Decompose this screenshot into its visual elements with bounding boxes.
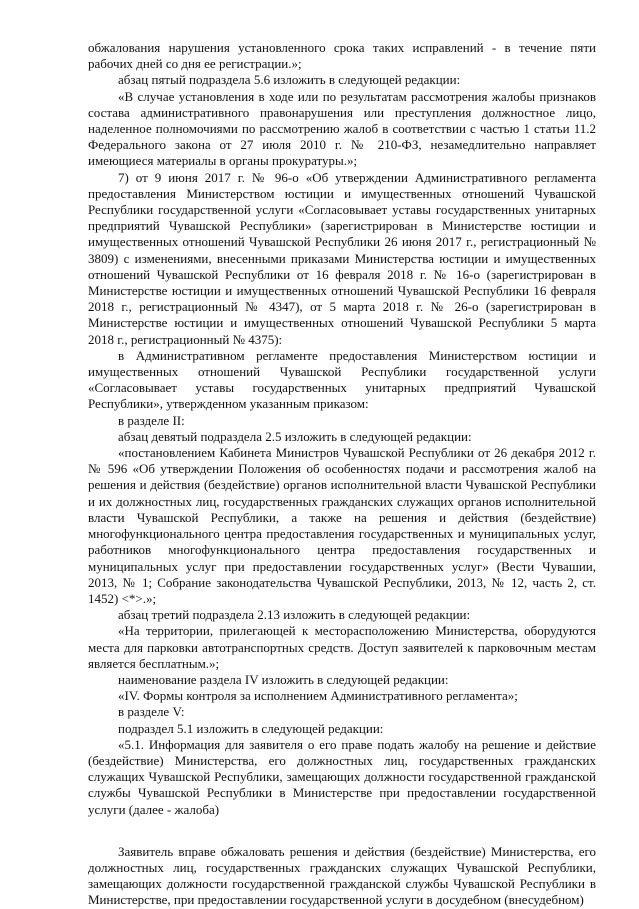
paragraph-regulation: в Административном регламенте предоставления Министерством юстиции и имущественных отношений Чувашской Республики государственной услуги «Согласовывает уставы государственных унитарных предприятий Чувашской Республики», утвержденном указанным приказом: — [88, 347, 596, 412]
paragraph-quote-2-5: «постановлением Кабинета Министров Чувашской Республики от 26 декабря 2012 г. № 596 «Об утверждении Положения об особенностях подачи и рассмотрения жалоб на решения и действия (бездействие) органов исполнительной власти Чувашской Республики и их должностных лиц, государственных гражданских служащих органов исполнительной власти Чувашской Республики, а также на решения и действия (бездействие) многофункционального центра предоставления государственных и муниципальных услуг, работников многофункционального центра предоставления государственных и муниципальных услуг при предоставлении государственных услуг» (Вести Чувашии, 2013, № 1; Собрание законодательства Чувашской Республики, 2013, № 12, часть 2, ст. 1452) <*>.»; — [88, 445, 596, 606]
paragraph-item-7: 7) от 9 июня 2017 г. № 96-о «Об утверждении Административного регламента предоставления Министерством юстиции и имущественных отношений Чувашской Республики государственной услуги «Согласовывает уставы государственных унитарных предприятий Чувашской Республики» (зарегистрирован в Министерстве юстиции и имущественных отношений Чувашской Республики 26 июня 2017 г., регистрационный № 3809) с изменениями, внесенными приказами Министерства юстиции и имущественных отношений Чувашской Республики от 16 февраля 2018 г. № 16-о (зарегистрирован в Министерстве юстиции и имущественных отношений Чувашской Республики 16 февраля 2018 г., регистрационный № 4347), от 5 марта 2018 г. № 26-о (зарегистрирован в Министерстве юстиции и имущественных отношений Чувашской Республики 5 марта 2018 г., регистрационный № 4375): — [88, 169, 596, 347]
paragraph-appeal-right: Заявитель вправе обжаловать решения и действия (бездействие) Министерства, его должностных лиц, государственных гражданских служащих Чувашской Республики, замещающих должности государственной гражданской службы Чувашской Республики в Министерстве, при предоставлении государственной услуги в досудебном (внесудебном) — [88, 843, 596, 908]
paragraph-gap — [88, 818, 596, 844]
paragraph-quote-section-4: «IV. Формы контроля за исполнением Административного регламента»; — [118, 688, 518, 704]
paragraph-amend-5-1: подраздел 5.1 изложить в следующей редакции: — [118, 720, 384, 736]
document-page — [88, 40, 596, 909]
paragraph-amend-section-4: наименование раздела IV изложить в следующей редакции: — [118, 671, 449, 687]
paragraph-section-2: в разделе II: — [118, 412, 185, 428]
paragraph-amend-2-5: абзац девятый подраздела 2.5 изложить в следующей редакции: — [118, 428, 472, 444]
paragraph-amend-2-13: абзац третий подраздела 2.13 изложить в следующей редакции: — [118, 607, 471, 623]
paragraph-quote-5-6: «В случае установления в ходе или по результатам рассмотрения жалобы признаков состава административного правонарушения или преступления должностное лицо, наделенное полномочиями по рассмотрению жалоб в соответствии с частью 1 статьи 11.2 Федерального закона от 27 июля 2010 г. № 210-ФЗ, незамедлительно направляет имеющиеся материалы в органы прокуратуры.»; — [88, 88, 596, 169]
paragraph-section-5: в разделе V: — [118, 704, 185, 720]
paragraph-quote-2-13: «На территории, прилегающей к месторасположению Министерства, оборудуются места для парковки автотранспортных средств. Доступ заявителей к парковочным местам является бесплатным.»; — [88, 623, 596, 671]
paragraph-continuation: обжалования нарушения установленного срока таких исправлений - в течение пяти рабочих дней со дня ее регистрации.»; — [88, 40, 596, 72]
paragraph-quote-5-1: «5.1. Информация для заявителя о его праве подать жалобу на решение и действие (бездействие) Министерства, его должностных лиц, государственных гражданских служащих Чувашской Республики, замещающих должности государственной гражданской службы Чувашской Республики в Министерстве при предоставлении государственной услуги (далее - жалоба) — [88, 736, 596, 817]
paragraph-amend-5-6: абзац пятый подраздела 5.6 изложить в следующей редакции: — [118, 72, 461, 88]
